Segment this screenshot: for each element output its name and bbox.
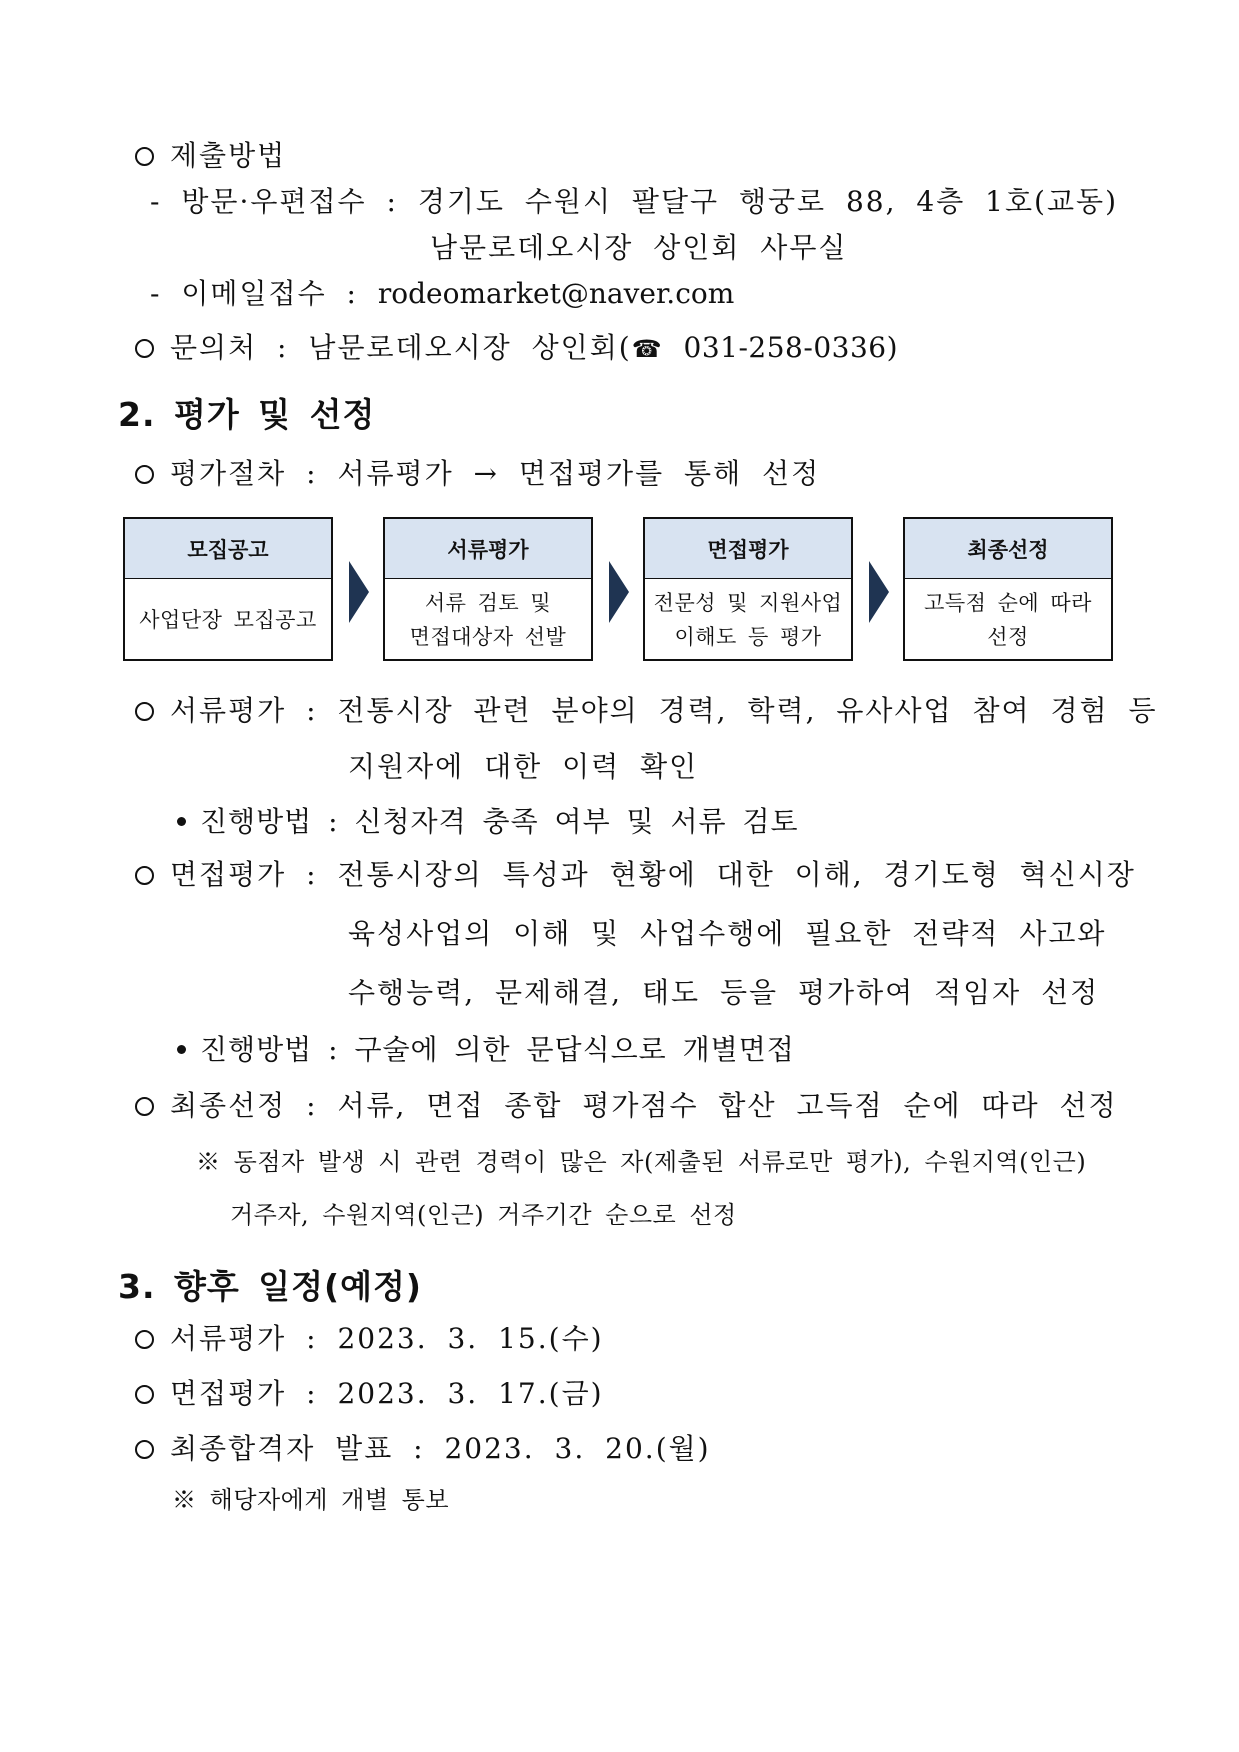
circle-bullet-icon — [135, 1385, 154, 1404]
schedule-note: ※ 해당자에게 개별 통보 — [172, 1486, 450, 1514]
flow-arrow-icon — [349, 561, 369, 623]
schedule-item: 최종합격자 발표 : 2023. 3. 20.(월) — [135, 1435, 711, 1463]
flow-arrow-icon — [609, 561, 629, 623]
interview-line-2: 육성사업의 이해 및 사업수행에 필요한 전략적 사고와 — [348, 917, 1107, 950]
visit-address-2: 남문로데오시장 상인회 사무실 — [430, 231, 848, 264]
submission-title: 제출방법 — [135, 142, 286, 170]
circle-bullet-icon — [135, 1097, 154, 1116]
section-3-heading: 3. 향후 일정(예정) — [118, 1267, 422, 1306]
flow-box-text: 전문성 및 지원사업 — [653, 590, 843, 615]
flow-box-text: 서류 검토 및 — [424, 590, 552, 615]
flow-box-interview — [643, 517, 853, 661]
flow-box-final-selection — [903, 517, 1113, 661]
tie-note-line-2: 거주자, 수원지역(인근) 거주기간 순으로 선정 — [230, 1201, 737, 1229]
procedure-line: 평가절차 : 서류평가 → 면접평가를 통해 선정 — [135, 460, 820, 488]
circle-bullet-icon — [135, 1330, 154, 1349]
flow-box-title: 서류평가 — [385, 519, 591, 579]
tie-note-line-1: ※ 동점자 발생 시 관련 경력이 많은 자(제출된 서류로만 평가), 수원지역(인근) — [196, 1148, 1087, 1176]
flow-box-title: 모집공고 — [125, 519, 331, 579]
circle-bullet-icon — [135, 147, 154, 166]
email-line: - 이메일접수 : rodeomarket@naver.com — [150, 277, 735, 310]
flow-box-title: 최종선정 — [905, 519, 1111, 579]
flow-box-recruitment — [123, 517, 333, 661]
interview-line-3: 수행능력, 문제해결, 태도 등을 평가하여 적임자 선정 — [348, 976, 1100, 1009]
section-2-heading: 2. 평가 및 선정 — [118, 395, 376, 434]
dot-bullet-icon — [177, 1045, 186, 1054]
flow-box-text: 사업단장 모집공고 — [139, 607, 317, 632]
doc-method-line: 진행방법 : 신청자격 충족 여부 및 서류 검토 — [177, 808, 799, 836]
flow-box-text: 면접대상자 선발 — [409, 624, 567, 649]
flow-box-document-review — [383, 517, 593, 661]
flow-box-title: 면접평가 — [645, 519, 851, 579]
phone-icon: ☎ — [631, 335, 664, 363]
flow-arrow-icon — [869, 561, 889, 623]
flow-box-text: 이해도 등 평가 — [674, 624, 822, 649]
circle-bullet-icon — [135, 702, 154, 721]
interview-method-line: 진행방법 : 구술에 의한 문답식으로 개별면접 — [177, 1036, 795, 1064]
flow-box-text: 선정 — [987, 624, 1029, 649]
doc-review-line: 서류평가 : 전통시장 관련 분야의 경력, 학력, 유사사업 참여 경험 등 — [135, 697, 1158, 725]
circle-bullet-icon — [135, 339, 154, 358]
inquiry-line: 문의처 : 남문로데오시장 상인회(☎ 031-258-0336) — [135, 334, 898, 362]
email-address: rodeomarket@naver.com — [377, 277, 735, 310]
schedule-item: 서류평가 : 2023. 3. 15.(수) — [135, 1325, 604, 1353]
doc-review-line-2: 지원자에 대한 이력 확인 — [348, 750, 699, 783]
final-selection-line: 최종선정 : 서류, 면접 종합 평가점수 합산 고득점 순에 따라 선정 — [135, 1092, 1118, 1120]
visit-line: - 방문·우편접수 : 경기도 수원시 팔달구 행궁로 88, 4층 1호(교동) — [150, 185, 1118, 218]
interview-line: 면접평가 : 전통시장의 특성과 현황에 대한 이해, 경기도형 혁신시장 — [135, 861, 1136, 889]
dot-bullet-icon — [177, 817, 186, 826]
circle-bullet-icon — [135, 465, 154, 484]
schedule-item: 면접평가 : 2023. 3. 17.(금) — [135, 1380, 604, 1408]
circle-bullet-icon — [135, 866, 154, 885]
circle-bullet-icon — [135, 1440, 154, 1459]
flow-box-text: 고득점 순에 따라 — [924, 590, 1092, 615]
